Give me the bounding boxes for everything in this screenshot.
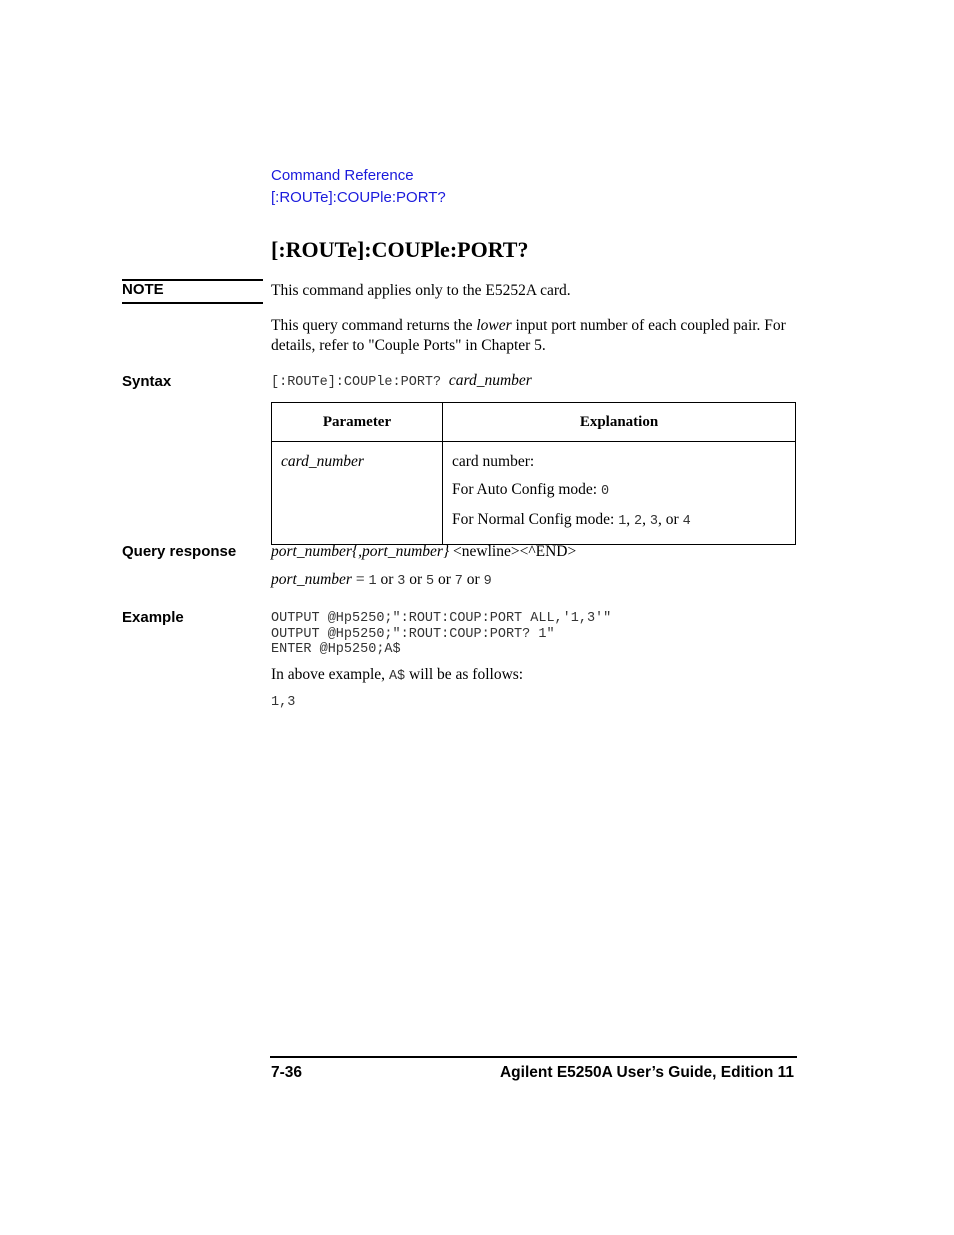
response-value-3: 3 — [397, 574, 406, 589]
explanation-line-normal — [452, 506, 786, 536]
response-value-1: 1 — [368, 574, 377, 589]
normal-mode-value-3: 3 — [649, 514, 659, 529]
page-title: [:ROUTe]:COUPle:PORT? — [271, 237, 529, 262]
example-explanation-start: In above example, — [271, 666, 389, 683]
query-response-eq: = — [351, 571, 369, 588]
description-start: This query command returns the — [271, 317, 477, 334]
note-text: This command applies only to the E5252A card. — [271, 282, 571, 299]
example-explanation-end: will be as follows: — [405, 666, 524, 683]
or-4: or — [462, 571, 484, 588]
parameter-table — [271, 402, 796, 545]
table-header-row — [272, 403, 796, 442]
or-2: or — [405, 571, 427, 588]
normal-mode-value-2: 2 — [634, 514, 643, 529]
example-result: 1,3 — [271, 695, 296, 710]
table-cell-explanation — [443, 442, 796, 545]
query-response-values — [271, 570, 492, 592]
response-value-7: 7 — [454, 574, 463, 589]
code-line: ENTER @Hp5250;A$ — [271, 642, 401, 657]
query-response-values-param: port_number — [271, 571, 352, 588]
code-line: OUTPUT @Hp5250;":ROUT:COUP:PORT ALL,'1,3'" — [271, 611, 612, 626]
description-emphasis: lower — [476, 317, 512, 334]
query-response-format-terminator: <newline><^END> — [449, 543, 577, 560]
normal-sep-2: , — [642, 511, 650, 528]
description — [271, 316, 797, 356]
syntax-command: [:ROUTe]:COUPle:PORT? — [271, 375, 442, 390]
or-1: or — [376, 571, 398, 588]
breadcrumb-section-link[interactable]: Command Reference — [271, 167, 414, 184]
example-explanation — [271, 665, 523, 687]
normal-sep-1: , — [626, 511, 635, 528]
breadcrumb — [271, 165, 446, 209]
table-row — [272, 442, 796, 545]
normal-mode-value-1: 1 — [618, 514, 627, 529]
query-response-format — [271, 542, 576, 562]
syntax-label: Syntax — [122, 373, 172, 390]
auto-mode-label: For Auto Config mode: — [452, 481, 601, 498]
query-response-format-params: port_number{,port_number} — [271, 543, 450, 560]
example-code — [271, 611, 611, 658]
query-response-label: Query response — [122, 543, 237, 560]
example-label: Example — [122, 609, 184, 626]
table-header-explanation: Explanation — [443, 403, 796, 442]
breadcrumb-command-link[interactable]: [:ROUTe]:COUPle:PORT? — [271, 189, 446, 206]
note-bottom-rule — [122, 302, 263, 304]
response-value-5: 5 — [426, 574, 435, 589]
or-3: or — [434, 571, 455, 588]
response-value-9: 9 — [483, 574, 492, 589]
explanation-line-1: card number: — [452, 453, 535, 470]
explanation-line-auto — [452, 476, 786, 506]
description-end: input port number of each coupled pair. For details, refer to "Couple Ports" in Chapter 5. — [271, 317, 786, 354]
normal-mode-value-4: 4 — [682, 514, 691, 529]
normal-mode-label: For Normal Config mode: — [452, 511, 619, 528]
footer-title: Agilent E5250A User’s Guide, Edition 11 — [499, 1064, 794, 1081]
code-line: OUTPUT @Hp5250;":ROUT:COUP:PORT? 1" — [271, 626, 555, 642]
syntax-line — [271, 372, 532, 390]
table-cell-parameter — [272, 442, 443, 545]
footer-rule — [270, 1056, 797, 1058]
auto-mode-value: 0 — [600, 484, 610, 499]
parameter-name: card_number — [281, 453, 364, 470]
page-number: 7-36 — [271, 1064, 303, 1081]
normal-sep-3: , or — [658, 511, 683, 528]
note-label: NOTE — [122, 281, 164, 298]
syntax-param: card_number — [448, 372, 532, 389]
table-header-parameter: Parameter — [272, 403, 443, 442]
example-variable: A$ — [388, 669, 406, 684]
